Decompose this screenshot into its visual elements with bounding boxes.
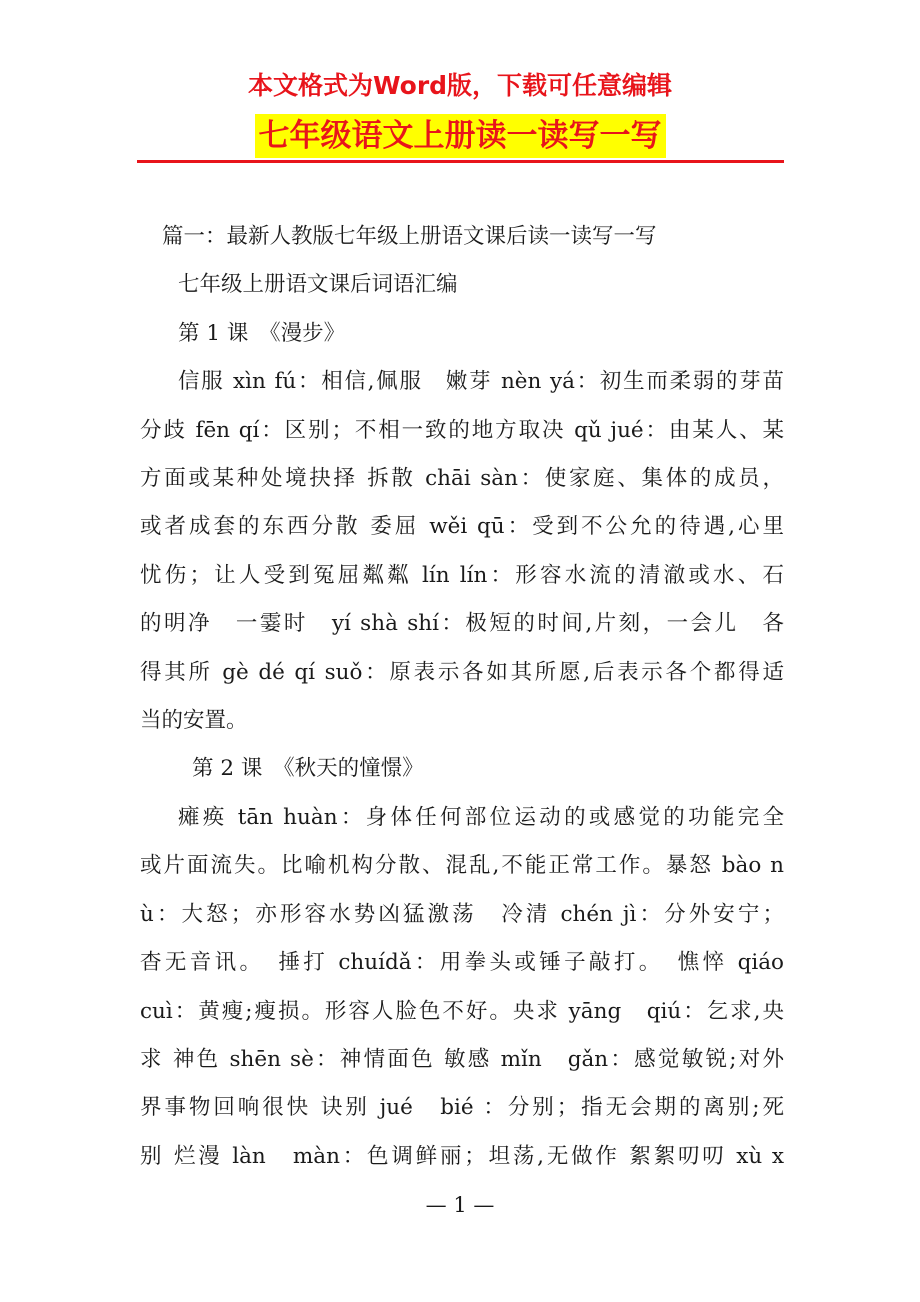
lesson-2-heading: 第 2 课 《秋天的憧憬》 xyxy=(192,756,424,782)
lesson-2-line: ù：大怒；亦形容水势凶猛激荡 冷清 chén jì：分外安宁； xyxy=(140,901,784,927)
lesson-1-line: 分歧 fēn qí：区别；不相一致的地方取决 qǔ jué：由某人、某 xyxy=(140,417,784,443)
lesson-2-line: cuì：黄瘦;瘦损。形容人脸色不好。央求 yāng qiú：乞求,央 xyxy=(140,998,784,1024)
lesson-1-line: 的明净 一霎时 yí shà shí：极短的时间,片刻，一会儿 各 xyxy=(140,611,784,637)
format-notice: 本文格式为Word版，下载可任意编辑 xyxy=(247,71,673,100)
lesson-2-line: 或片面流失。比喻机构分散、混乱,不能正常工作。暴怒 bào n xyxy=(140,853,784,879)
document-body xyxy=(140,213,784,1181)
lesson-2-line: 别 烂漫 làn màn：色调鲜丽；坦荡,无做作 絮絮叨叨 xù x xyxy=(140,1143,784,1169)
document-title: 七年级语文上册读一读写一写 xyxy=(255,114,666,158)
lesson-2-line: 杳无音讯。 捶打 chuídǎ：用拳头或锤子敲打。 憔悴 qiáo xyxy=(140,950,784,976)
section-heading: 篇一：最新人教版七年级上册语文课后读一读写一写 xyxy=(162,224,657,249)
lesson-1-line: 或者成套的东西分散 委屈 wěi qū：受到不公允的待遇,心里 xyxy=(140,514,784,540)
lesson-1-heading: 第 1 课 《漫步》 xyxy=(178,320,346,346)
lesson-1-line: 方面或某种处境抉择 拆散 chāi sàn：使家庭、集体的成员， xyxy=(140,466,784,492)
lesson-1-line: 信服 xìn fú：相信,佩服 嫩芽 nèn yá：初生而柔弱的芽苗 xyxy=(178,369,784,395)
lesson-2-line: 瘫痪 tān huàn：身体任何部位运动的或感觉的功能完全 xyxy=(178,804,784,830)
lesson-1-line: 得其所 gè dé qí suǒ：原表示各如其所愿,后表示各个都得适 xyxy=(140,659,784,685)
page-number: — 1 — xyxy=(425,1193,495,1217)
header-divider xyxy=(137,160,784,163)
lesson-2-line: 求 神色 shēn sè：神情面色 敏感 mǐn gǎn：感觉敏锐;对外 xyxy=(140,1046,784,1072)
lesson-2-line: 界事物回响很快 诀别 jué bié ：分别；指无会期的离别;死 xyxy=(140,1095,784,1121)
vocab-subheading: 七年级上册语文课后词语汇编 xyxy=(178,272,458,298)
lesson-1-line: 当的安置。 xyxy=(140,708,248,734)
lesson-1-line: 忧伤；让人受到冤屈粼粼 lín lín：形容水流的清澈或水、石 xyxy=(140,562,784,588)
title-wrapper xyxy=(0,114,920,158)
